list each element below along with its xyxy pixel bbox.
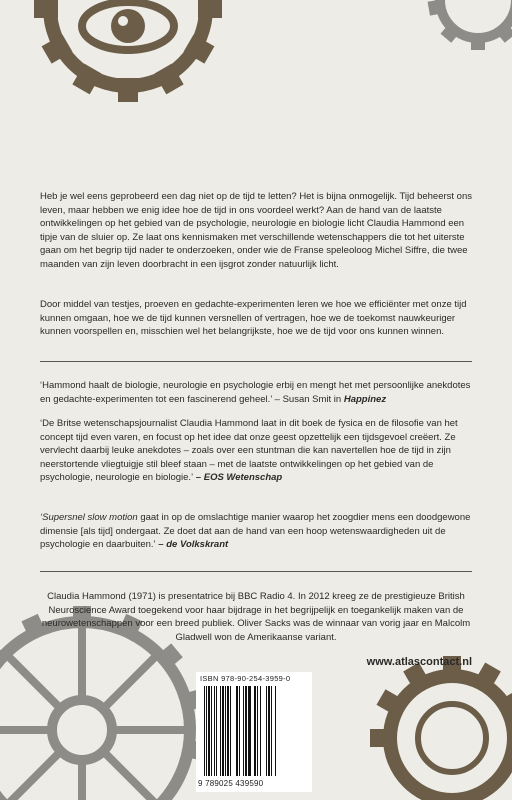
publisher-url: www.atlascontact.nl — [366, 656, 472, 668]
book-title: ‘Supersnel slow motion — [40, 512, 138, 523]
isbn-label: ISBN 978-90-254-3959-0 — [200, 674, 291, 683]
blurb-paragraph: Heb je wel eens geprobeerd een dag niet op de tijd te letten? Het is bijna onmogelijk. Tijd beheerst ons leven, maar hebben we enig idee hoe de tijd in ons voordeel werkt? Aan de hand van de laatste ontwikkelingen op het gebied van de psychologie, neurologie en biologie licht Claudia Hammond een tipje van de sluier op. Ze laat ons kennismaken met verschillende wetenschappers die tot het uiterste gaan om het begrip tijd nader te onderzoeken, onder wie de Franse speleoloog Michel Siffre, die twee maanden van zijn leven doorbracht in een ijsgrot zonder natuurlijk licht. — [40, 191, 472, 270]
quote-author: – Susan Smit in — [272, 393, 344, 405]
quote-text: gaat in op de omslachtige manier waarop het zoogdier mens een doodgewone dimensie [als tijd] ondergaat. Ze doet dat aan de hand van een hoop wetenswaardigheden uit de psychologie en daarbuiten.’ — [40, 512, 471, 551]
author-bio: Claudia Hammond (1971) is presentatrice bij BBC Radio 4. In 2012 kreeg ze de prestigieuze British Neuroscience Award toegekend voor haar bijdrage in het begrijpelijk en toegankelijk maken van de neurowetenschappen voor een breed publiek. Oliver Sacks was de winnaar van vorig jaar en Malcolm Gladwell won de Amerikaanse variant. — [41, 591, 471, 643]
quote-text: ‘De Britse wetenschapsjournalist Claudia Hammond laat in dit boek de fysica en de filosofie van het concept tijd even varen, en focust op het idee dat onze geest opzettelijk een tijdsgevoel creëert. Ze vervlecht daarbij leuke anekdotes – zoals over een stuntman die kan navertellen hoe de tijd in zijn neerstortende vliegtuigje stil bleef staan – met de laatste ontwikkelingen op het gebied van de psychologie, neurologie en biologie.’ — [40, 418, 458, 484]
quote-text: ‘Hammond haalt de biologie, neurologie en psychologie erbij en mengt het met persoonlijke anekdotes en gedachte-experimenten tot een fascinerend geheel.’ — [40, 380, 471, 405]
barcode — [196, 672, 312, 792]
review-quote — [40, 417, 472, 485]
barcode-bars — [196, 672, 312, 792]
quote-source: – EOS Wetenschap — [193, 472, 283, 484]
quote-source: – de Volkskrant — [155, 539, 229, 551]
quote-source: Happinez — [343, 393, 387, 405]
review-quote — [40, 379, 472, 406]
gear-icon — [34, 0, 222, 102]
gear-icon — [370, 656, 512, 800]
blurb-paragraph: Door middel van testjes, proeven en gedachte-experimenten leren we hoe we efficiënter met onze tijd kunnen omgaan, hoe we de tijd kunnen versnellen of vertragen, hoe we de toekomst nauwkeuriger kunnen voorspellen en, misschien wel het belangrijkste, hoe we de tijd voor ons kunnen winnen. — [40, 299, 467, 338]
divider — [40, 361, 472, 362]
barcode-digits: 9 789025 439590 — [198, 779, 264, 788]
review-quote — [40, 511, 472, 552]
divider — [40, 571, 472, 572]
gear-icon — [428, 0, 512, 50]
